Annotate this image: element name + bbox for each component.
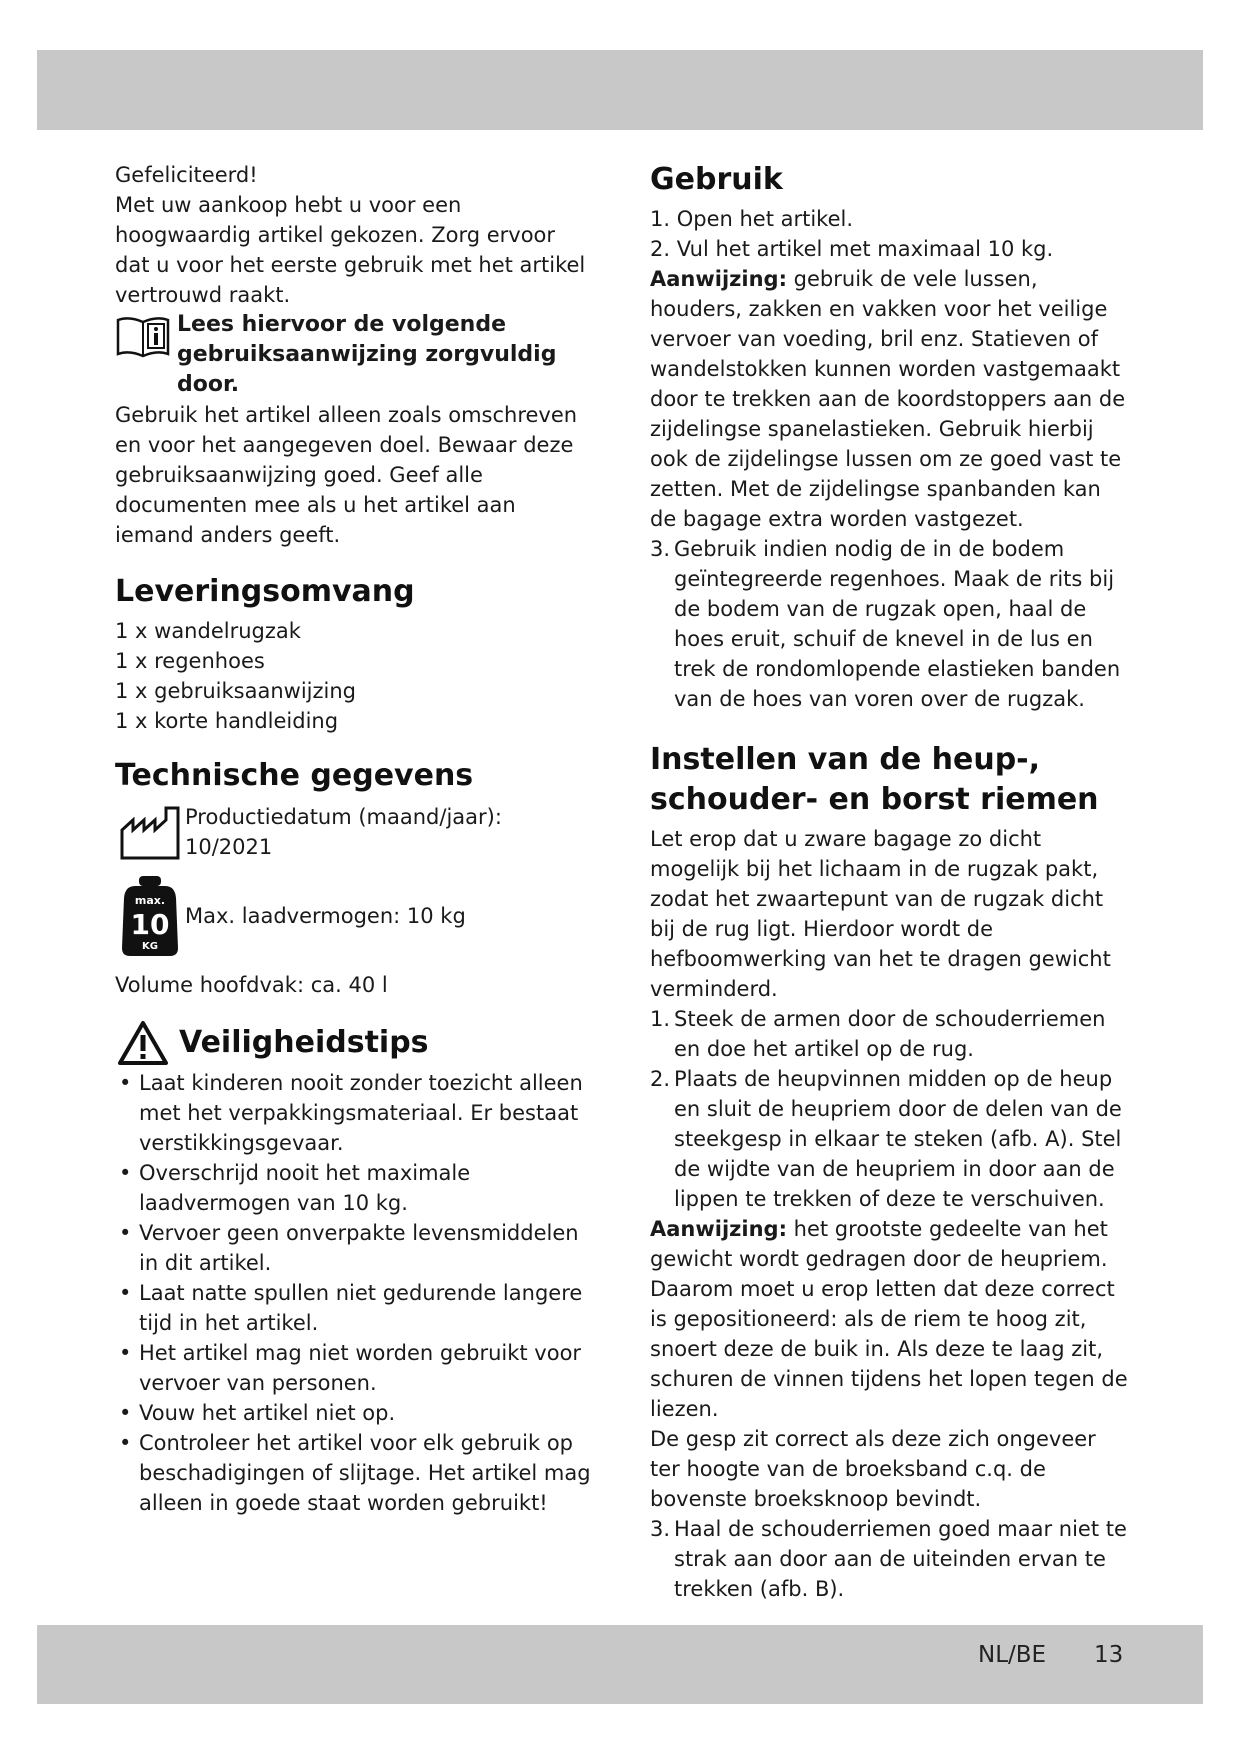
use-steps bbox=[650, 534, 1130, 714]
svg-text:10: 10 bbox=[130, 908, 170, 941]
adjust-steps-continued bbox=[650, 1514, 1130, 1604]
safety-item: • Vouw het artikel niet op. bbox=[115, 1398, 595, 1428]
notice-text: Lees hiervoor de volgende gebruiksaanwijzing zorgvuldig door. bbox=[177, 312, 557, 397]
delivery-item: 1 x korte handleiding bbox=[115, 709, 339, 733]
svg-text:KG: KG bbox=[142, 941, 158, 952]
footer-region: NL/BE bbox=[978, 1642, 1047, 1668]
production-label: Productiedatum (maand/jaar): bbox=[185, 805, 502, 829]
right-column bbox=[650, 160, 1130, 1604]
delivery-item: 1 x wandelrugzak bbox=[115, 619, 301, 643]
safety-heading-row bbox=[115, 1020, 595, 1066]
delivery-item: 1 x regenhoes bbox=[115, 649, 265, 673]
adjust-step-2 bbox=[650, 1064, 1130, 1214]
greeting: Gefeliciteerd! bbox=[115, 163, 258, 187]
safety-item: • Het artikel mag niet worden gebruikt voor vervoer van personen. bbox=[115, 1338, 595, 1398]
step-text: Gebruik indien nodig de in de bodem geïntegreerde regenhoes. Maak de rits bij de bodem van de rugzak open, haal de hoes eruit, schuif de knevel in de lus en trek de rondomlopende elastieken banden van de hoes van voren over de rugzak. bbox=[674, 537, 1121, 711]
max-load bbox=[115, 874, 595, 958]
book-info-icon bbox=[115, 314, 171, 360]
note-label: Aanwijzing: bbox=[650, 1217, 787, 1241]
max-load-text: Max. laadvermogen: 10 kg bbox=[185, 904, 466, 928]
step-number: 2. bbox=[650, 1067, 671, 1091]
svg-text:max.: max. bbox=[134, 894, 166, 907]
adjust-steps bbox=[650, 1004, 1130, 1214]
step-text: Steek de armen door de schouderriemen en doe het artikel op de rug. bbox=[674, 1007, 1106, 1061]
safety-item: • Laat natte spullen niet gedurende langere tijd in het artikel. bbox=[115, 1278, 595, 1338]
production-date bbox=[115, 802, 595, 862]
weight-icon bbox=[115, 874, 185, 958]
adjust-heading: Instellen van de heup-, schouder- en borst riemen bbox=[650, 742, 1099, 817]
intro-text: Met uw aankoop hebt u voor een hoogwaardig artikel gekozen. Zorg ervoor dat u voor het eerste gebruik met het artikel vertrouwd raakt. bbox=[115, 193, 586, 307]
volume-text: Volume hoofdvak: ca. 40 l bbox=[115, 973, 388, 997]
adjust-step-3 bbox=[650, 1514, 1130, 1604]
warning-icon bbox=[115, 1020, 171, 1066]
adjust-note bbox=[650, 1214, 1130, 1424]
use-step-2: 2. Vul het artikel met maximaal 10 kg. bbox=[650, 237, 1054, 261]
header-band bbox=[37, 50, 1203, 130]
buckle-note: De gesp zit correct als deze zich ongeveer ter hoogte van de broeksband c.q. de bovenste broeksknoop bevindt. bbox=[650, 1427, 1096, 1511]
page-number: 13 bbox=[1094, 1642, 1124, 1668]
note-text: het grootste gedeelte van het gewicht wordt gedragen door de heupriem. Daarom moet u erop letten dat deze correct is gepositioneerd: als de riem te hoog zit, snoert deze de buik in. Als deze te laag zit, schuren de vinnen tijdens het lopen tegen de liezen. bbox=[650, 1217, 1128, 1421]
safety-item: • Vervoer geen onverpakte levensmiddelen in dit artikel. bbox=[115, 1218, 595, 1278]
use-step-3 bbox=[650, 534, 1130, 714]
adjust-intro: Let erop dat u zware bagage zo dicht mogelijk bij het lichaam in de rugzak pakt, zodat het zwaartepunt van de rugzak dicht bij de rug ligt. Hierdoor wordt de hefboomwerking van het te dragen gewicht verminderd. bbox=[650, 827, 1111, 1001]
step-text: Plaats de heupvinnen midden op de heup en sluit de heupriem door de delen van de steekgesp in elkaar te steken (afb. A). Stel de wijdte van de heupriem in door aan de lippen te trekken of deze te verschuiven. bbox=[674, 1067, 1122, 1211]
note-label: Aanwijzing: bbox=[650, 267, 787, 291]
use-step-1: 1. Open het artikel. bbox=[650, 207, 854, 231]
step-number: 3. bbox=[650, 1517, 671, 1541]
left-column bbox=[115, 160, 595, 1518]
safety-item: • Controleer het artikel voor elk gebruik op beschadigingen of slijtage. Het artikel mag alleen in goede staat worden gebruikt! bbox=[115, 1428, 595, 1518]
step-text: Haal de schouderriemen goed maar niet te strak aan door aan de uiteinden ervan te trekken (afb. B). bbox=[674, 1517, 1127, 1601]
delivery-item: 1 x gebruiksaanwijzing bbox=[115, 679, 356, 703]
manufacture-date-icon bbox=[115, 804, 185, 860]
production-value: 10/2021 bbox=[185, 835, 273, 859]
note-text: gebruik de vele lussen, houders, zakken en vakken voor het veilige vervoer van voeding, bril enz. Statieven of wandelstokken kunnen worden vastgemaakt door te trekken aan de koordstoppers aan de zijdelingse spanelastieken. Gebruik hierbij ook de zijdelingse lussen om ze goed vast te zetten. Met de zijdelingse spanbanden kan de bagage extra worden vastgezet. bbox=[650, 267, 1126, 531]
usage-note: Gebruik het artikel alleen zoals omschreven en voor het aangegeven doel. Bewaar deze gebruiksaanwijzing goed. Geef alle documenten mee als u het artikel aan iemand anders geeft. bbox=[115, 403, 578, 547]
use-note bbox=[650, 264, 1130, 534]
delivery-heading: Leveringsomvang bbox=[115, 574, 415, 609]
adjust-step-1 bbox=[650, 1004, 1130, 1064]
safety-item: • Laat kinderen nooit zonder toezicht alleen met het verpakkingsmateriaal. Er bestaat verstikkingsgevaar. bbox=[115, 1068, 595, 1158]
safety-list bbox=[115, 1068, 595, 1518]
delivery-list bbox=[115, 616, 595, 736]
technical-heading: Technische gegevens bbox=[115, 758, 474, 793]
safety-item: • Overschrijd nooit het maximale laadvermogen van 10 kg. bbox=[115, 1158, 595, 1218]
step-number: 1. bbox=[650, 1007, 671, 1031]
safety-heading: Veiligheidstips bbox=[179, 1025, 429, 1060]
use-heading: Gebruik bbox=[650, 162, 783, 197]
read-instructions-notice bbox=[115, 310, 595, 400]
step-number: 3. bbox=[650, 537, 671, 561]
